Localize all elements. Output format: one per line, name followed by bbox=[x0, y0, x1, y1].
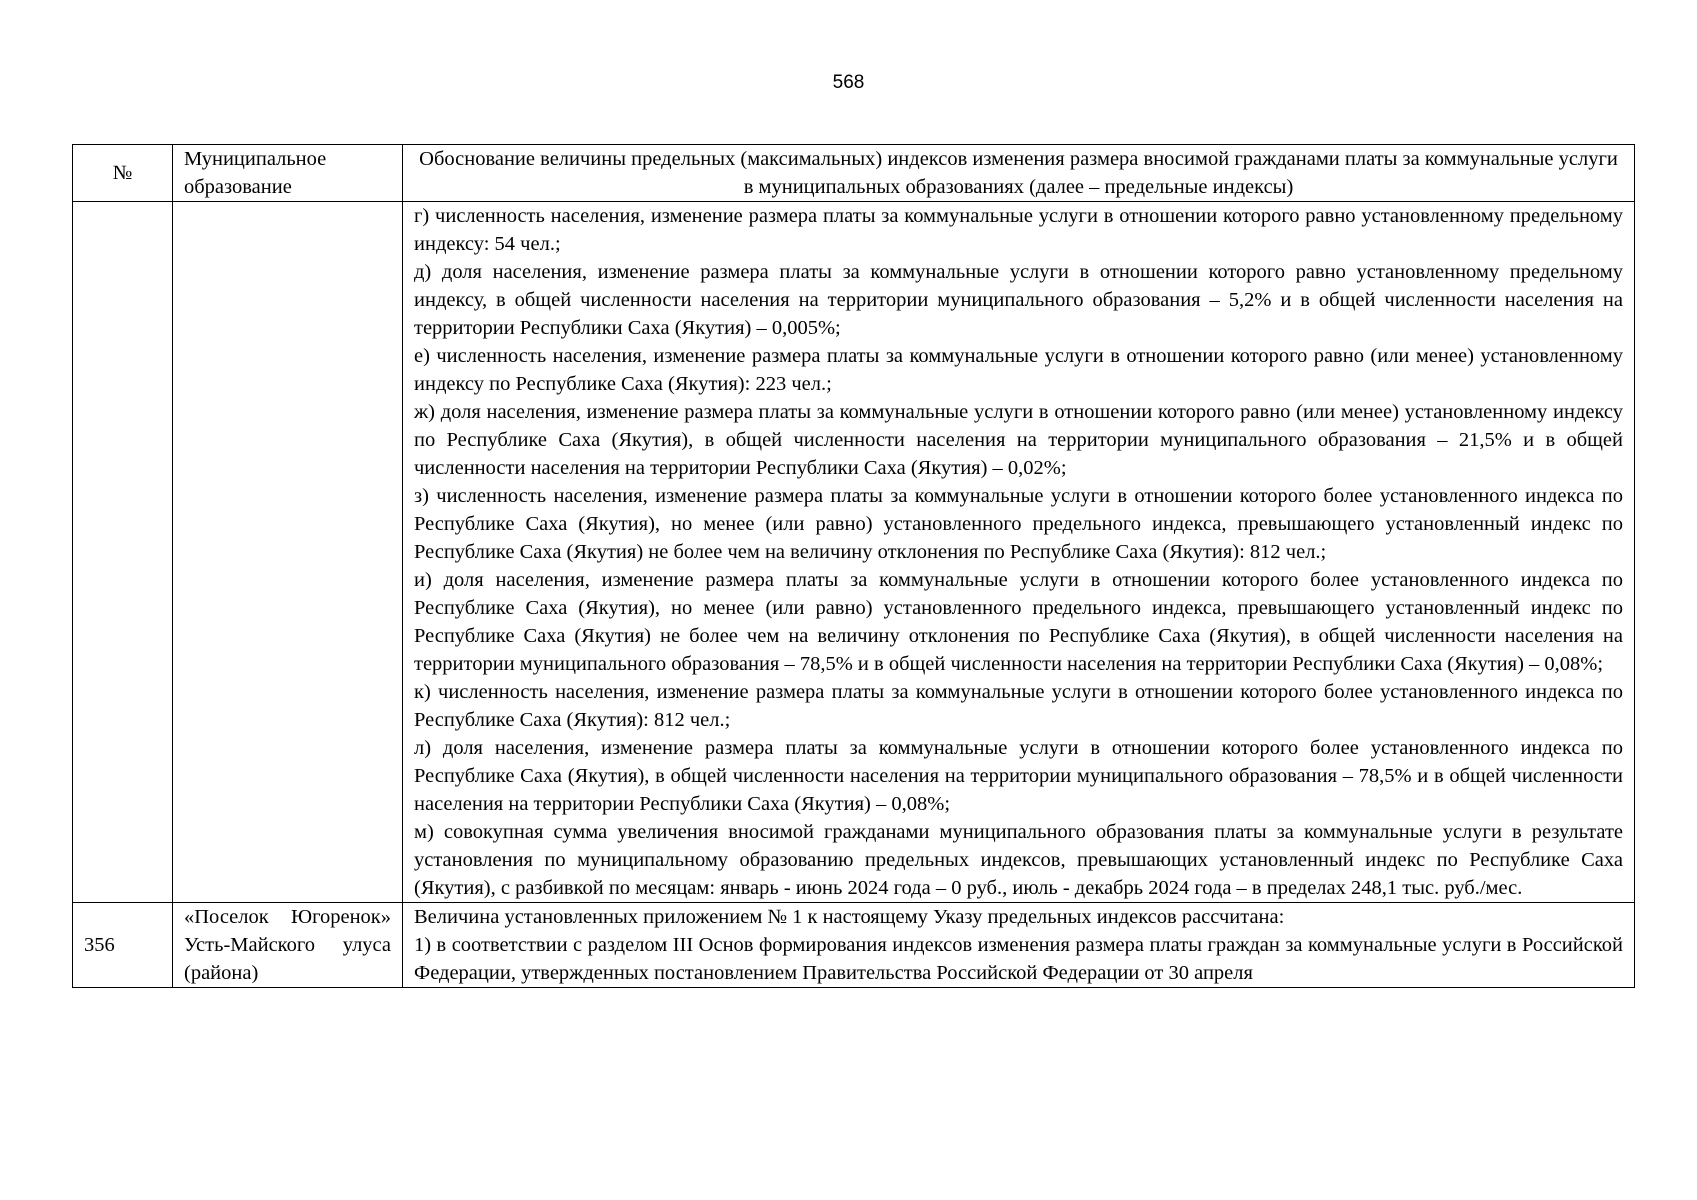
paragraph-z: з) численность населения, изменение размера платы за коммунальные услуги в отношении которого более установленного индекса по Республике Саха (Якутия), но менее (или равно) установленного предельного индекса, превышающего установленный индекс по Республике Саха (Якутия) не более чем на величину отклонения по Республике Саха (Якутия): 812 чел.; bbox=[414, 485, 1623, 563]
paragraph-g: г) численность населения, изменение размера платы за коммунальные услуги в отношении которого равно установленному предельному индексу: 54 чел.; bbox=[414, 205, 1623, 255]
paragraph-d: д) доля населения, изменение размера платы за коммунальные услуги в отношении которого равно установленному предельному индексу, в общей численности населения на территории муниципального образования – 5,2% и в общей численности населения на территории Республики Саха (Якутия) – 0,005%; bbox=[414, 261, 1623, 339]
paragraph-zh: ж) доля населения, изменение размера платы за коммунальные услуги в отношении которого равно (или менее) установленному индексу по Республике Саха (Якутия), в общей численности населения на территории муниципального образования – 21,5% и в общей численности населения на территории Республики Саха (Якутия) – 0,02%; bbox=[414, 401, 1623, 479]
paragraph-m: м) совокупная сумма увеличения вносимой гражданами муниципального образования платы за коммунальные услуги в результате установления по муниципальному образованию предельных индексов, превышающих установленный индекс по Республике Саха (Якутия), с разбивкой по месяцам: январь - июнь 2024 года – 0 руб., июль - декабрь 2024 года – в пределах 248,1 тыс. руб./мес. bbox=[414, 821, 1623, 899]
table-header-row bbox=[73, 145, 1635, 202]
paragraph-k: к) численность населения, изменение размера платы за коммунальные услуги в отношении которого более установленного индекса по Республике Саха (Якутия): 812 чел.; bbox=[414, 681, 1623, 731]
municipality-cell bbox=[173, 202, 403, 903]
table-row bbox=[73, 903, 1635, 988]
paragraph-intro: Величина установленных приложением № 1 к настоящему Указу предельных индексов рассчитана: bbox=[414, 906, 1285, 928]
page-number: 568 bbox=[832, 72, 865, 93]
header-municipality: Муниципальное образование bbox=[173, 145, 403, 202]
municipality-cell: «Поселок Югоренок» Усть-Майского улуса (района) bbox=[173, 903, 403, 988]
justification-table bbox=[72, 144, 1635, 988]
justification-cell bbox=[403, 903, 1635, 988]
paragraph-l: л) доля населения, изменение размера платы за коммунальные услуги в отношении которого более установленного индекса по Республике Саха (Якутия), в общей численности населения на территории муниципального образования – 78,5% и в общей численности населения на территории Республики Саха (Якутия) – 0,08%; bbox=[414, 737, 1623, 815]
paragraph-i: и) доля населения, изменение размера платы за коммунальные услуги в отношении которого более установленного индекса по Республике Саха (Якутия), но менее (или равно) установленного предельного индекса, превышающего установленный индекс по Республике Саха (Якутия) не более чем на величину отклонения по Республике Саха (Якутия), в общей численности населения на территории муниципального образования – 78,5% и в общей численности населения на территории Республики Саха (Якутия) – 0,08%; bbox=[414, 569, 1623, 675]
header-justification: Обоснование величины предельных (максимальных) индексов изменения размера вносимой гражданами платы за коммунальные услуги в муниципальных образованиях (далее – предельные индексы) bbox=[403, 145, 1635, 202]
table-row bbox=[73, 202, 1635, 903]
paragraph-e: е) численность населения, изменение размера платы за коммунальные услуги в отношении которого равно (или менее) установленному индексу по Республике Саха (Якутия): 223 чел.; bbox=[414, 345, 1623, 395]
paragraph-1: 1) в соответствии с разделом III Основ формирования индексов изменения размера платы граждан за коммунальные услуги в Российской Федерации, утвержденных постановлением Правительства Российской Федерации от 30 апреля bbox=[414, 934, 1623, 984]
row-number-cell bbox=[73, 202, 173, 903]
justification-cell bbox=[403, 202, 1635, 903]
header-number: № bbox=[73, 145, 173, 202]
row-number-cell: 356 bbox=[73, 903, 173, 988]
